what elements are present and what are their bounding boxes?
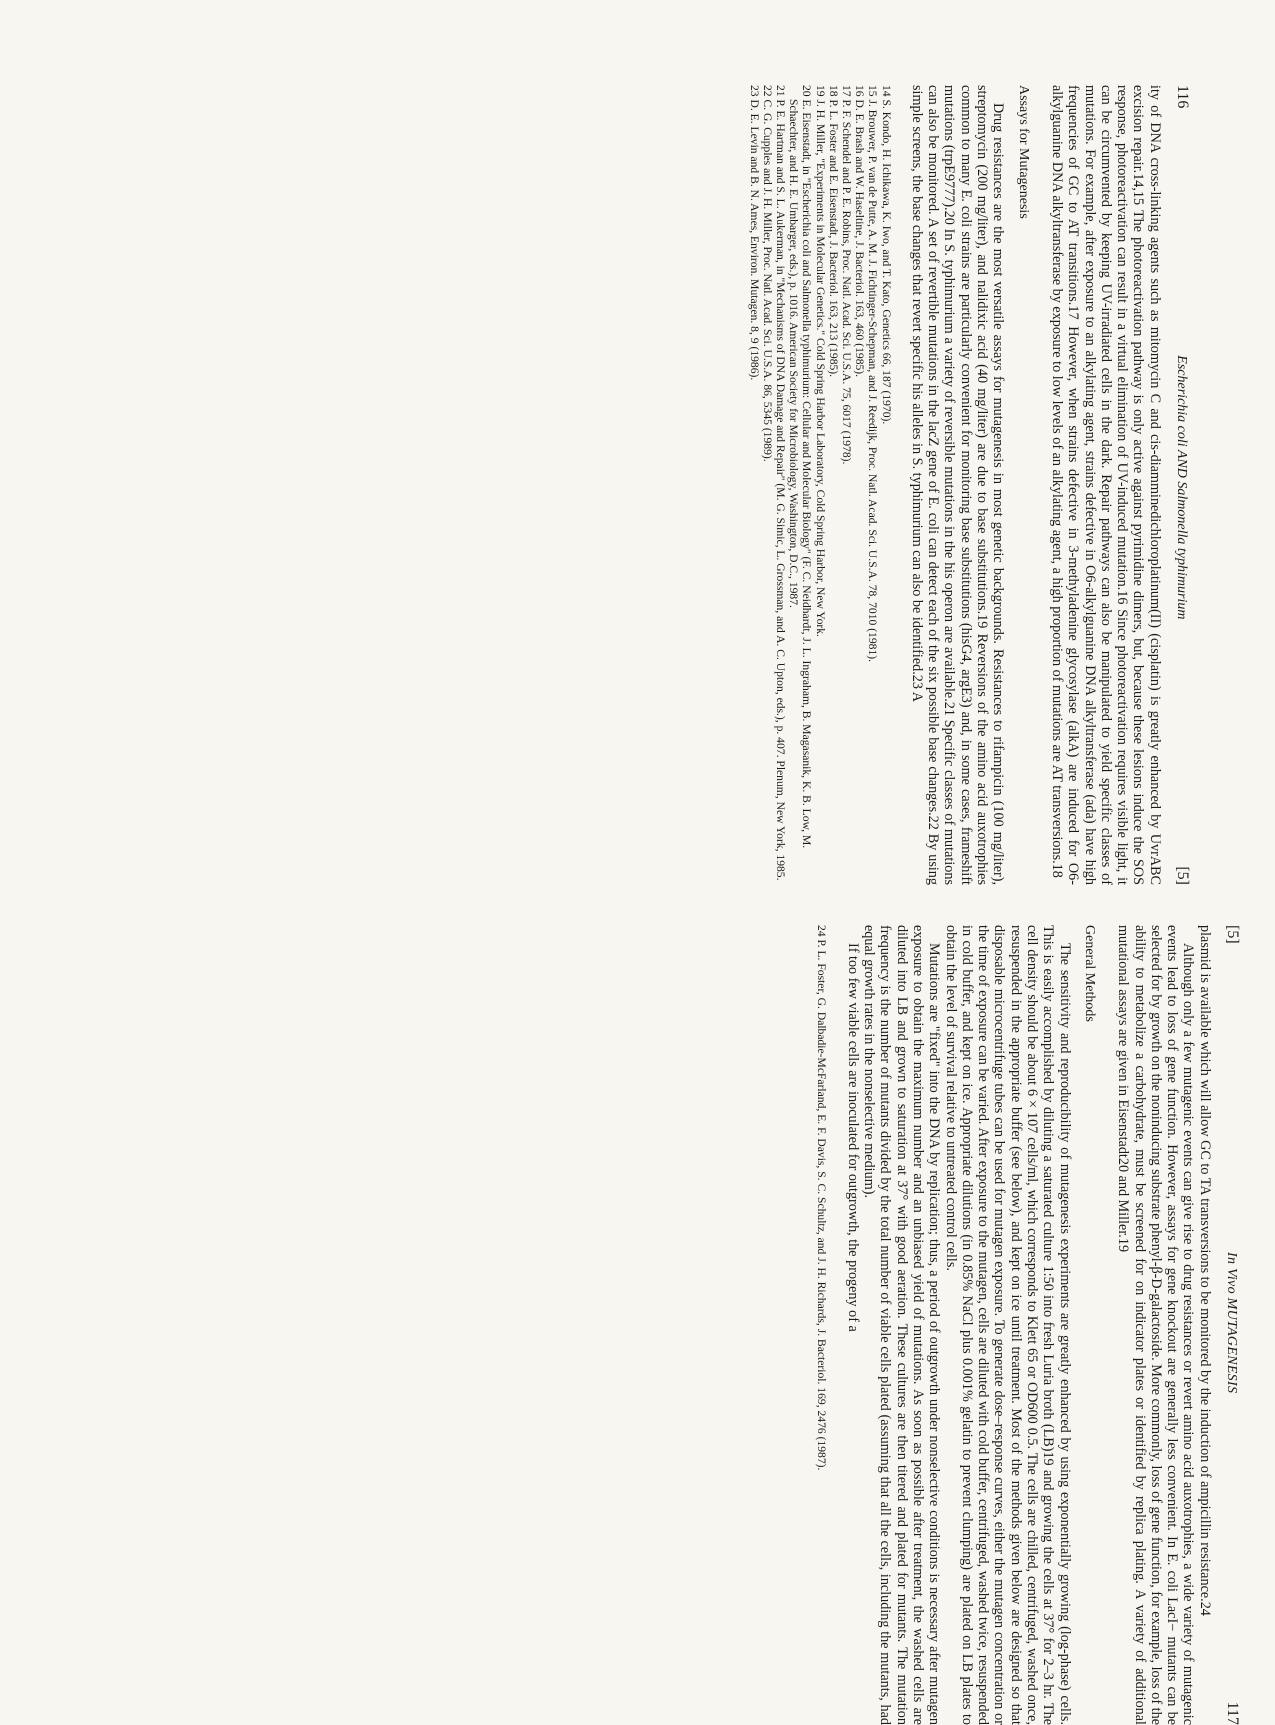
- section-heading: General Methods: [1081, 925, 1097, 1022]
- running-head: [1223, 925, 1240, 1725]
- footnote: 17 P. F. Schendel and P. E. Robins, Proc. Natl. Acad. Sci. U.S.A. 75, 6017 (1978).: [839, 85, 853, 465]
- page-number: 117: [1224, 1701, 1241, 1725]
- intro-paragraph: ity of DNA cross-linking agents such as mitomycin C and cis-diamminedichloroplatinum(II) (cisplatin) is greatly enhanced by UvrABC excision repair.14,15 The photoreactivation pathway is only active against pyrimidine dimers, but, because these lesions induce the SOS response, photoreactivation can result in a virtual elimination of UV-induced mutation.16 Since photoreactivation requires visible light, it can be circumvented by keeping UV-irradiated cells in the dark. Repair pathways can also be manipulated to yield specific classes of mutations. For example, after exposure to an alkylating agent, strains defective in O6-alkylguanine DNA alkyltransferase (ada) have high frequencies of GC to AT transitions.17 However, when strains defective in 3-methyladenine glycosylase (alkA) are induced for O6-alkylguanine DNA alkyltransferase by exposure to low levels of an alkylating agent, a high proportion of mutations are AT transversions.18: [1048, 85, 1163, 885]
- footnote: 16 D. E. Brash and W. Haseltine, J. Bacteriol. 163, 460 (1985).: [853, 85, 867, 378]
- running-head: [1173, 85, 1190, 885]
- knockout-paragraph: Although only a few mutagenic events can give rise to drug resistances or revert amino acid auxotrophies, a wide variety of mutagenic events lead to loss of gene function. However, assays for gene knockout are generally less convenient. In E. coli LacI− mutants can be selected for by growth on the noninducing substrate phenyl-β-D-galactoside. More commonly, loss of gene function, for example, loss of the ability to metabolize a carbohydrate, must be screened for on indicator plates or identified by replica plating. A variety of additional mutational assays are given in Eisenstadt20 and Miller.19: [1115, 925, 1197, 1725]
- section-marker: [5]: [1224, 925, 1241, 944]
- footnote: 14 S. Kondo, H. Ichikawa, K. Iwo, and T. Kato, Genetics 66, 187 (1970).: [879, 85, 893, 425]
- footnote: 18 P. L. Foster and E. Eisenstadt, J. Bacteriol. 163, 213 (1985).: [826, 85, 840, 378]
- methods-paragraph: The sensitivity and reproducibility of mutagenesis experiments are greatly enhanced by using exponentially growing (log-phase) cells. This is easily accomplished by diluting a saturated culture 1:50 into fresh Luria broth (LB)19 and growing the cells at 37° for 2–3 hr. The cell density should be about 6 × 107 cells/ml, which corresponds to Klett 65 or OD600 0.5. The cells are chilled, centrifuged, washed once, resuspended in the appropriate buffer (see below), and kept on ice until treatment. Most of the methods given below are designed so that disposable microcentrifuge tubes can be used for mutagen exposure. To generate dose–response curves, either the mutagen concentration or the time of exposure can be varied. After exposure to the mutagen, cells are diluted with cold buffer, centrifuged, washed twice, resuspended in cold buffer, and kept on ice. Appropriate dilutions (in 0.85% NaCl plus 0.001% gelatin to prevent clumping) are plated on LB plates to obtain the level of survival relative to untreated control cells.: [942, 925, 1073, 1725]
- footnotes: [815, 925, 828, 1725]
- assays-paragraph: Drug resistances are the most versatile assays for mutagenesis in most genetic backgrounds. Resistances to rifampicin (100 mg/liter), streptomycin (200 mg/liter), and nalidixic acid (40 mg/liter) are due to base substitutions.19 Reversions of the amino acid auxotrophies common to many E. coli strains are particularly convenient for monitoring base substitutions (hisG4, argE3) and, in some cases, frameshift mutations (trpE9777).20 In S. typhimurium a variety of reversible mutations in the his operon are available.21 Specific classes of mutations can also be monitored. A set of revertible mutations in the lacZ gene of E. coli can detect each of the six possible base changes.22 By using simple screens, the base changes that revert specific his alleles in S. typhimurium can also be identified.23 A: [908, 85, 1007, 885]
- footnote: 15 J. Brouwer, P. van de Putte, A. M. J. Fichtinger-Schepman, and J. Reedijk, Proc. Natl. Acad. Sci. U.S.A. 78, 7010 (1981).: [866, 85, 880, 662]
- section-heading: Assays for Mutagenesis: [1015, 85, 1031, 219]
- footnote: 23 D. E. Levin and B. N. Ames, Environ. Mutagen. 8, 9 (1986).: [747, 85, 761, 381]
- page-number: 116: [1174, 85, 1191, 109]
- outgrowth-paragraph: If too few viable cells are inoculated for outgrowth, the progeny of a: [844, 943, 861, 1332]
- fixation-paragraph: Mutations are "fixed" into the DNA by replication; thus, a period of outgrowth under nonselective conditions is necessary after mutagen exposure to obtain the maximum number and an unbiased yield of mutations. As soon as possible after treatment, the washed cells are diluted into LB and grown to saturation at 37° with good aeration. These cultures are then titered and plated for mutants. The mutation frequency is the number of mutants divided by the total number of viable cells plated (assuming that all the cells, including the mutants, had equal growth rates in the nonselective medium).: [861, 925, 943, 1725]
- section-marker: [5]: [1174, 866, 1191, 885]
- footnote: 24 P. L. Foster, G. Dalbadie-McFarland, E. F. Davis, S. C. Schultz, and J. H. Richards, J. Bacteriol. 169, 2476 (1987).: [815, 925, 829, 1471]
- footnote: 19 J. H. Miller, "Experiments in Molecular Genetics." Cold Spring Harbor Laboratory, Cold Spring Harbor, New York.: [813, 85, 827, 637]
- running-title: In Vivo MUTAGENESIS: [1224, 1251, 1239, 1394]
- footnote: 21 P. E. Hartman and S. L. Aukerman, in "Mechanisms of DNA Damage and Repair" (M. G. Simic, L. Grossman, and A. C. Upton, eds.), p. 407. Plenum, New York, 1985.: [773, 85, 787, 881]
- footnote: 20 E. Eisenstadt, in "Escherichia coli and Salmonella typhimurium: Cellular and Molecular Biology" (F. C. Neidhardt, J. L. Ingraham, B. Magasanik, K. B. Low, M. Schaechter, and H. E. Umbarger, eds.), p. 1016. American Society for Microbiology, Washington, D.C., 1987.: [787, 85, 814, 849]
- footnotes: [747, 85, 892, 885]
- running-title: Escherichia coli AND Salmonella typhimurium: [1174, 355, 1189, 620]
- page-116: [500, 85, 1190, 885]
- intro-paragraph: plasmid is available which will allow GC to TA transversions to be monitored by the induction of ampicillin resistance.24: [1196, 925, 1213, 1616]
- footnote: 22 C. G. Cupples and J. H. Miller, Proc. Natl. Acad. Sci. U.S.A. 86, 5345 (1989).: [760, 85, 774, 462]
- page-117: [550, 925, 1240, 1725]
